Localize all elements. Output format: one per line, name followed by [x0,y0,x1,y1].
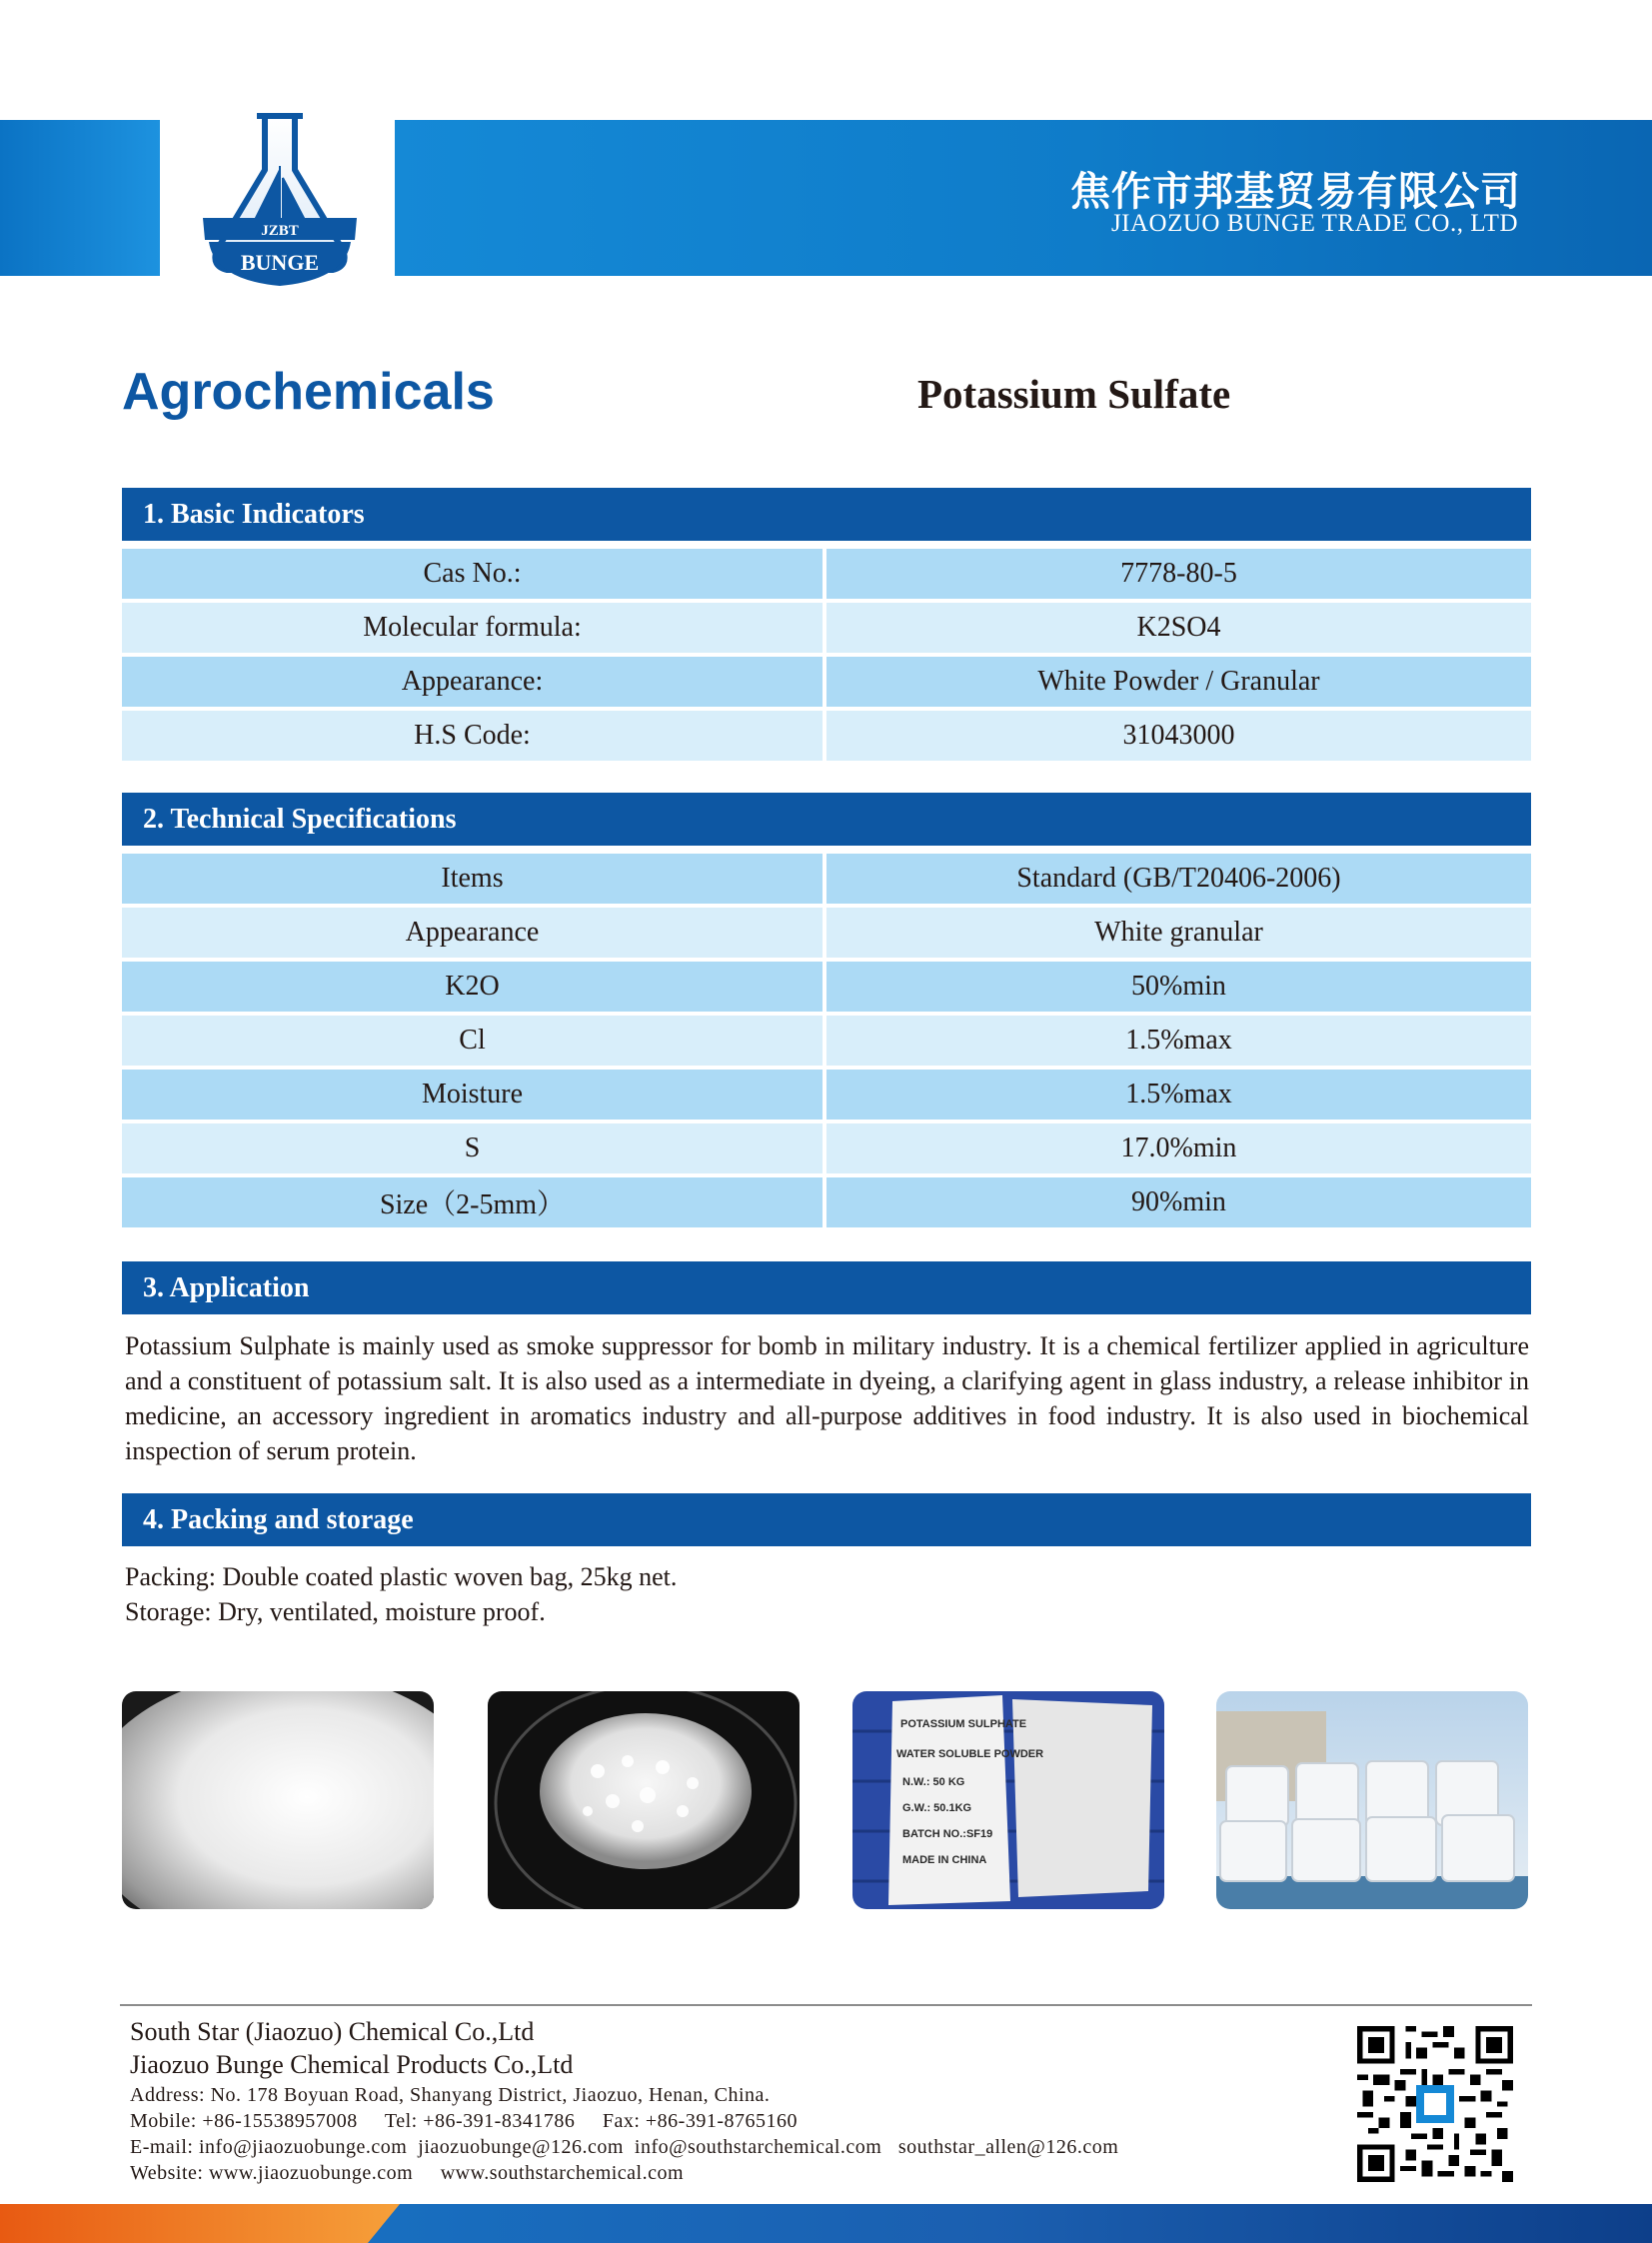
section-basic-indicators-header: 1. Basic Indicators [122,488,1531,541]
table-row [122,657,1531,707]
storage-text: Storage: Dry, ventilated, moisture proof. [125,1597,546,1626]
table-row [122,962,1531,1012]
qr-code-icon [1357,2026,1513,2182]
header-band-left [0,120,160,276]
bunge-logo [195,108,365,288]
logo-text-top: JZBT [261,223,299,239]
row-value: 1.5%max [826,1070,1531,1120]
row-value: White Powder / Granular [826,657,1531,707]
table-row [122,854,1531,904]
photo-powder [122,1691,434,1909]
table-row [122,1177,1531,1227]
row-label: Appearance [122,908,826,958]
table-row [122,908,1531,958]
section-technical-specs-header: 2. Technical Specifications [122,793,1531,846]
technical-specs-table [122,850,1531,1231]
footer-address: Address: No. 178 Boyuan Road, Shanyang District, Jiaozuo, Henan, China. [130,2084,771,2106]
footer-company-1: South Star (Jiaozuo) Chemical Co.,Ltd [130,2017,535,2046]
table-row [122,1070,1531,1120]
row-value: 17.0%min [826,1123,1531,1173]
section-packing-header: 4. Packing and storage [122,1493,1531,1546]
logo-text-bottom: BUNGE [240,250,320,275]
footer-phones: Mobile: +86-15538957008 Tel: +86-391-8341786 Fax: +86-391-8765160 [130,2110,798,2132]
category-title: Agrochemicals [122,363,495,421]
row-label: S [122,1123,826,1173]
row-value: 90%min [826,1177,1531,1227]
row-value: K2SO4 [826,603,1531,653]
photo-bags [852,1691,1164,1909]
row-value: 7778-80-5 [826,549,1531,599]
bag-label-line1: POTASSIUM SULPHATE [900,1718,1027,1730]
row-label: H.S Code: [122,711,826,761]
table-row [122,549,1531,599]
basic-indicators-table [122,545,1531,765]
row-value: Standard (GB/T20406-2006) [826,854,1531,904]
packing-text: Packing: Double coated plastic woven bag, 25kg net. [125,1562,678,1591]
bag-label-line6: MADE IN CHINA [902,1854,987,1866]
row-value: 50%min [826,962,1531,1012]
bag-label-line2: WATER SOLUBLE POWDER [896,1748,1044,1760]
table-row [122,1123,1531,1173]
company-name-en: JIAOZUO BUNGE TRADE CO., LTD [1110,210,1518,237]
photo-bulk-bags [1216,1691,1528,1909]
section-application-header: 3. Application [122,1261,1531,1314]
footer-divider [120,2004,1532,2006]
row-value: 31043000 [826,711,1531,761]
row-label: Cas No.: [122,549,826,599]
row-label: Size（2-5mm） [122,1177,826,1227]
table-row [122,1016,1531,1066]
footer-website: Website: www.jiaozuobunge.com www.southstarchemical.com [130,2162,685,2184]
row-label: K2O [122,962,826,1012]
row-value: White granular [826,908,1531,958]
bag-label-line3: N.W.: 50 KG [902,1776,965,1788]
footer-company-2: Jiaozuo Bunge Chemical Products Co.,Ltd [130,2050,574,2079]
row-label: Cl [122,1016,826,1066]
row-label: Molecular formula: [122,603,826,653]
bag-label-line5: BATCH NO.:SF19 [902,1828,993,1840]
company-name-cn: 焦作市邦基贸易有限公司 [1070,169,1521,215]
table-row [122,711,1531,761]
row-label: Appearance: [122,657,826,707]
photo-granules [488,1691,800,1909]
row-value: 1.5%max [826,1016,1531,1066]
table-row [122,603,1531,653]
row-label: Items [122,854,826,904]
row-label: Moisture [122,1070,826,1120]
footer-email: E-mail: info@jiaozuobunge.com jiaozuobunge@126.com info@southstarchemical.com southstar_allen@126.com [130,2136,1119,2158]
product-title: Potassium Sulfate [917,371,1231,417]
footer-accent [0,2204,400,2243]
bag-label-line4: G.W.: 50.1KG [902,1802,972,1814]
application-text: Potassium Sulphate is mainly used as smoke suppressor for bomb in military industry. It is a chemical fertilizer applied in agriculture and a constituent of potassium salt. It is also used as a intermediate in dyeing, a clarifying agent in glass industry, a release inhibitor in medicine, an accessory ingredient in aromatics industry and all-purpose additives in food industry. It is also used in biochemical inspection of serum protein. [125,1331,1529,1465]
